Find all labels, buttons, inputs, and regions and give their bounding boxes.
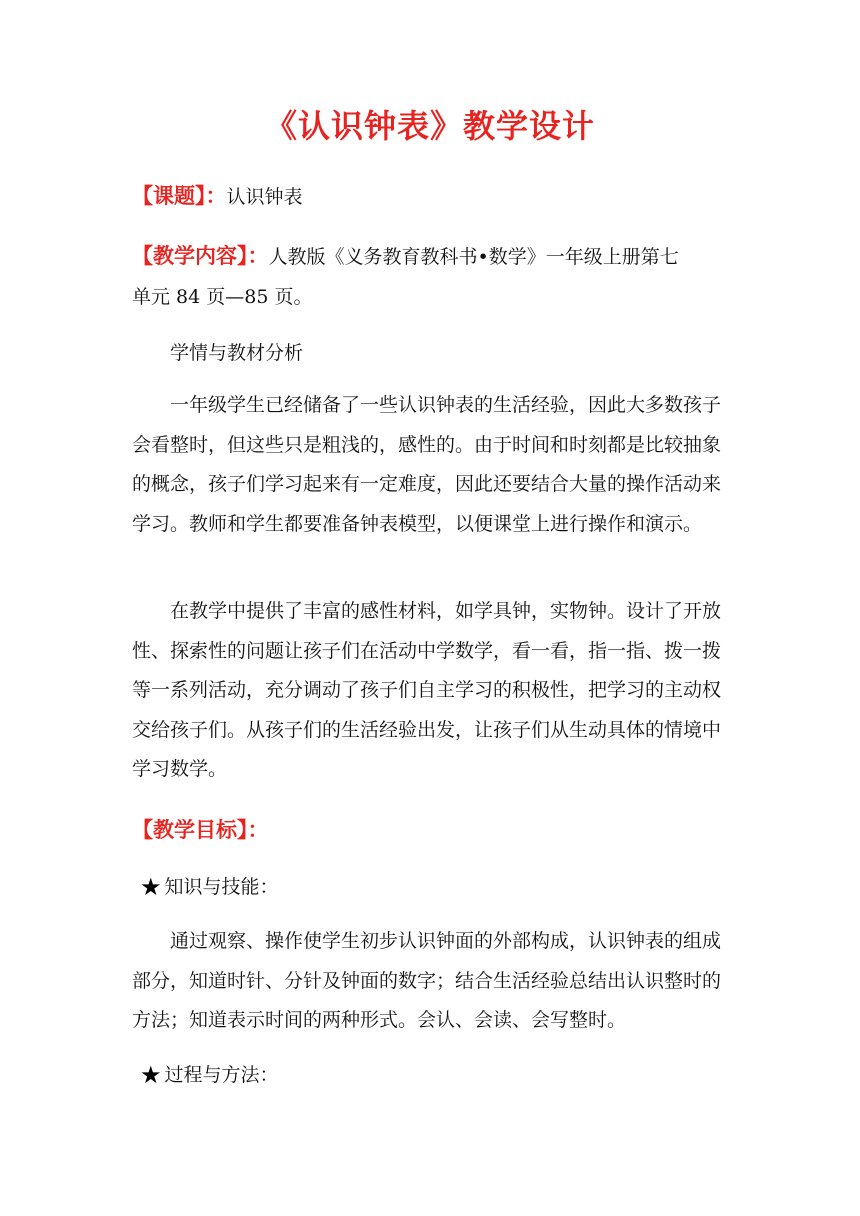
content-line-2 [132, 284, 312, 310]
goal-1-line [140, 874, 279, 900]
topic-value: 认识钟表 [226, 186, 303, 208]
black-star-icon: ★ [140, 873, 162, 901]
content-line-1 [132, 243, 679, 270]
content-value-line1: 人教版《义务教育教科书•数学》一年级上册第七 [268, 246, 679, 268]
goal-1-text: 通过观察、操作使学生初步认识钟面的外部构成，认识钟表的组成部分，知道时针、分针及钟面的数字；结合生活经验总结出认识整时的方法；知道表示时间的两种形式。会认、会读、会写整时。 [132, 930, 722, 1031]
analysis-heading: 学情与教材分析 [170, 342, 304, 364]
goals-label: 【教学目标】： [132, 818, 269, 842]
goal-1-label: 知识与技能： [164, 876, 279, 898]
topic-label: 【课题】： [132, 184, 227, 208]
goal-2-label: 过程与方法： [164, 1064, 279, 1086]
content-label: 【教学内容】： [132, 244, 269, 268]
analysis-paragraph-2: 在教学中提供了丰富的感性材料，如学具钟，实物钟。设计了开放性、探索性的问题让孩子们在活动中学数学，看一看，指一指、拨一拨等一系列活动，充分调动了孩子们自主学习的积极性，把学习的主动权交给孩子们。从孩子们的生活经验出发，让孩子们从生动具体的情境中学习数学。 [132, 600, 722, 780]
goals-heading [132, 817, 269, 844]
black-star-icon: ★ [140, 1061, 162, 1089]
analysis-paragraph-1: 一年级学生已经储备了一些认识钟表的生活经验，因此大多数孩子会看整时，但这些只是粗浅的，感性的。由于时间和时刻都是比较抽象的概念，孩子们学习起来有一定难度，因此还要结合大量的操作活动来学习。教师和学生都要准备钟表模型，以便课堂上进行操作和演示。 [132, 394, 722, 535]
goal-2-line [140, 1062, 279, 1088]
topic-line [132, 183, 303, 210]
content-value-line2: 单元 84 页—85 页。 [132, 286, 313, 308]
document-title: 《认识钟表》教学设计 [264, 107, 595, 145]
